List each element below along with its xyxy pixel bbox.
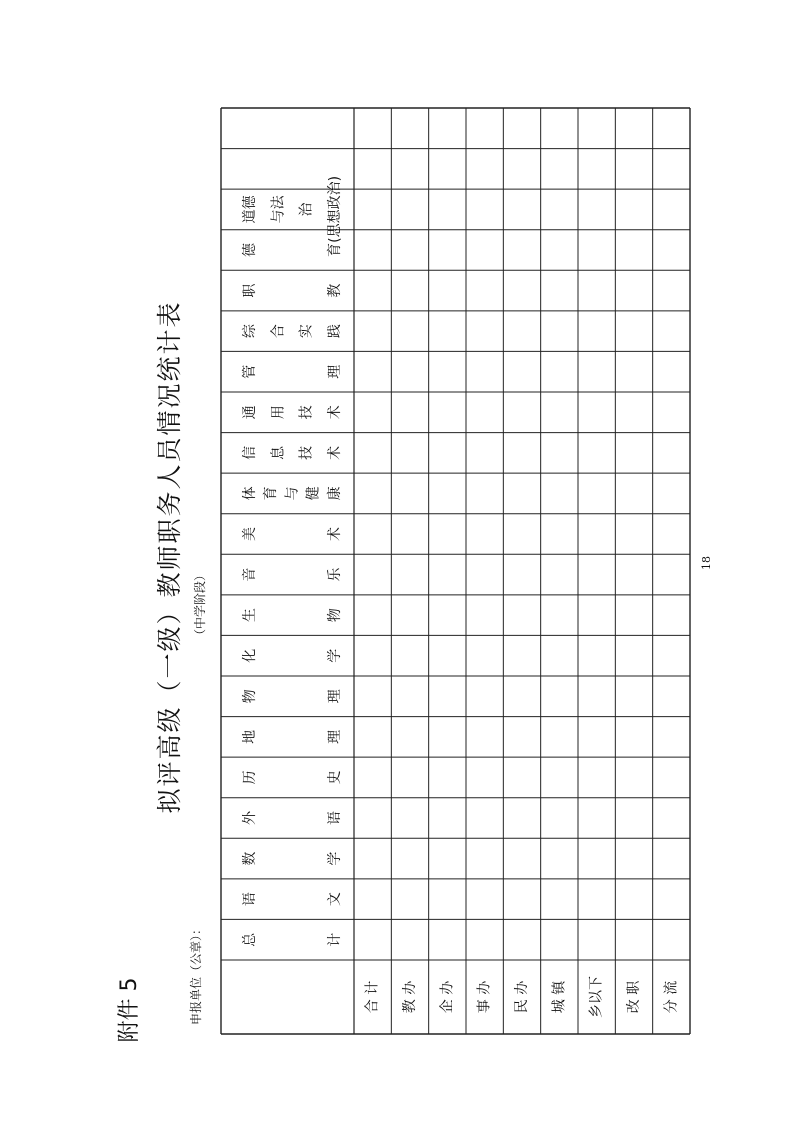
column-header-text: 通 <box>242 405 258 420</box>
column-header-text: 学 <box>327 648 343 663</box>
column-header-text: 总 <box>242 932 258 947</box>
row-header-label: 民 办 <box>514 980 530 1014</box>
column-headers <box>241 176 343 947</box>
column-header-text: 道德 <box>242 195 258 224</box>
column-header-text: 史 <box>327 770 343 785</box>
row-header-label: 分 流 <box>663 980 680 1014</box>
column-header-text: 理 <box>327 364 343 379</box>
column-header-text: 外 <box>242 811 258 825</box>
column-header-text: 体 <box>242 486 258 501</box>
column-header-text: 学 <box>327 851 343 866</box>
row-header-label: 合 计 <box>364 980 381 1014</box>
column-header-text: 践 <box>327 324 343 339</box>
row-header-label: 城 镇 <box>551 980 568 1014</box>
column-header-text: 历 <box>242 770 258 785</box>
column-header-text: 教 <box>327 283 343 298</box>
table-grid <box>221 108 690 1034</box>
row-header-label: 教 办 <box>402 980 418 1014</box>
column-header-text: 数 <box>242 851 258 866</box>
row-header-label: 乡以下 <box>588 976 605 1018</box>
column-header-text: 与法 <box>270 195 287 224</box>
column-header-text: 音 <box>242 567 258 582</box>
column-header-text: 物 <box>327 608 343 623</box>
reporting-unit-label: 申报单位（公章）： <box>189 922 203 1025</box>
column-header-text: 文 <box>327 892 343 907</box>
column-header-text: 理 <box>327 689 343 704</box>
column-header-text: 德 <box>242 243 258 257</box>
column-header-text: 语 <box>327 811 343 825</box>
document-subtitle: （中学阶段） <box>193 569 207 642</box>
column-header-text: 治 <box>298 202 315 217</box>
column-header-text: 术 <box>327 527 343 541</box>
column-header-text: 育 <box>263 486 280 501</box>
column-header-text: 术 <box>327 405 343 420</box>
column-header-text: 化 <box>242 648 258 663</box>
column-header-text: 生 <box>242 608 258 623</box>
column-header-text: 职 <box>242 283 258 298</box>
attachment-label: 附件 5 <box>117 977 142 1043</box>
column-header-text: 语 <box>242 892 258 907</box>
column-header-text: 育 <box>327 243 343 257</box>
row-header-label: 改 职 <box>626 980 642 1014</box>
column-header-text: 乐 <box>327 567 343 582</box>
column-header-text: 计 <box>327 932 343 947</box>
column-header-text: 合 <box>270 324 287 339</box>
column-header-text: 技 <box>298 405 315 420</box>
column-header-text: 术 <box>327 445 343 460</box>
column-header-text: 用 <box>270 405 287 420</box>
column-header-text: 实 <box>298 324 315 339</box>
column-header-text: 与 <box>284 486 301 501</box>
row-headers <box>364 976 680 1018</box>
document-title: 拟评高级（一级）教师职务人员情况统计表 <box>155 300 184 814</box>
column-header-text: (思想政治) <box>327 175 343 243</box>
row-header-label: 事 办 <box>476 980 493 1014</box>
column-header-text: 健 <box>305 486 322 501</box>
column-header-text: 物 <box>242 689 258 704</box>
column-header-text: 技 <box>298 445 315 460</box>
column-header-text: 美 <box>242 527 258 541</box>
column-header-text: 综 <box>242 324 258 339</box>
column-header-text: 信 <box>242 445 258 460</box>
row-header-label: 企 办 <box>439 980 456 1014</box>
column-header-text: 息 <box>270 445 287 460</box>
column-header-text: 地 <box>242 729 258 744</box>
page-number: 18 <box>700 556 713 570</box>
column-header-text: 理 <box>327 729 343 744</box>
column-header-text: 管 <box>242 364 258 379</box>
column-header-text: 康 <box>327 486 343 501</box>
